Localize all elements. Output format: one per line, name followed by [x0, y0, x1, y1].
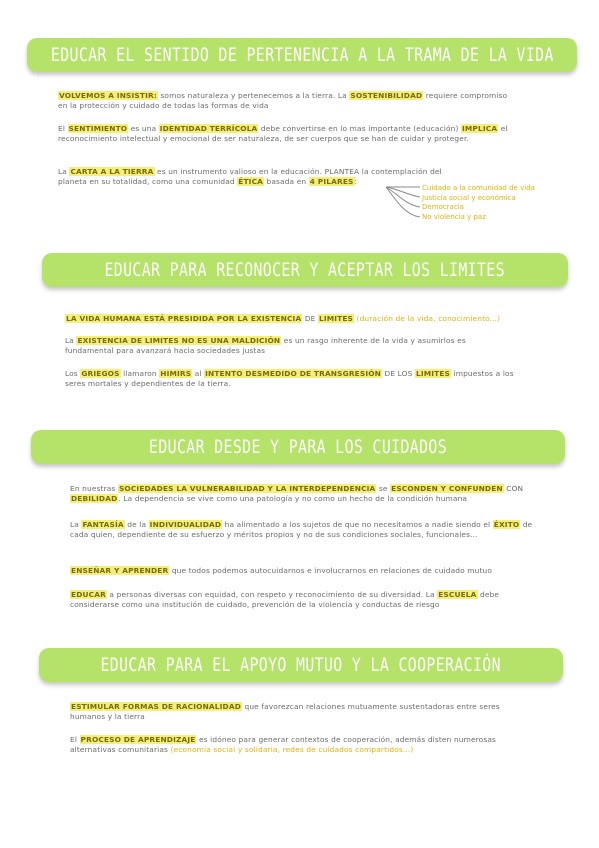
s1-p2-highlight-2: IDENTIDAD TERRÍCOLA — [159, 124, 258, 133]
s2-paragraph-3 — [65, 369, 535, 389]
s2-p1-highlight-2: LIMITES — [319, 314, 354, 323]
section-4-title: EDUCAR PARA EL APOYO MUTUO Y LA COOPERACIÓN — [100, 654, 502, 676]
s2-p3-highlight-3: INTENTO DESMEDIDO DE TRANSGRESIÓN — [205, 369, 382, 378]
s2-p1-text: DE — [302, 314, 318, 323]
s3-p1-text-3: . La dependencia se vive como una patología y no como un hecho de la condición humana — [118, 494, 468, 504]
section-4-banner — [39, 648, 563, 682]
s3-p2-pre: La — [70, 520, 82, 529]
s2-p2-text: es un rasgo inherente de la vida y asumirlos es fundamental para avanzará hacia sociedades justas — [65, 336, 466, 356]
s2-p3-text-4: impuestos a los seres mortales y dependientes de la tierra. — [65, 369, 514, 389]
pillar-item: No violencia y paz — [422, 212, 486, 221]
section-2-banner — [42, 253, 568, 287]
s3-p4-text: a personas diversas con equidad, con respeto y reconocimiento de su diversidad. La — [106, 590, 438, 599]
s2-p3-highlight-4: LIMITES — [416, 369, 451, 378]
s2-paragraph-1 — [65, 314, 535, 324]
s2-paragraph-2 — [65, 336, 515, 356]
s3-p2-text-2: ha alimentado a los sujetos de que no necesitamos a nadie siendo el — [222, 520, 493, 529]
s3-paragraph-2 — [70, 520, 540, 540]
s1-p1-text-2: requiere compromiso en la protección y cuidado de todas las formas de vida — [58, 91, 508, 111]
s4-p2-pre: El — [70, 735, 80, 744]
s1-p3-highlight-3: 4 PILARES — [309, 177, 354, 187]
s3-p2-text: de la — [124, 520, 149, 529]
s1-p2-highlight-3: IMPLICA — [462, 124, 498, 133]
s1-p1-text: somos naturaleza y pertenecemos a la tierra. La — [157, 91, 350, 100]
section-1-title: EDUCAR EL SENTIDO DE PERTENENCIA A LA TRAMA DE LA VIDA — [50, 44, 554, 66]
s1-p3-text-3: : — [354, 177, 358, 187]
s3-p1-highlight: SOCIEDADES LA VULNERABILIDAD Y LA INTERDEPENDENCIA — [118, 484, 376, 493]
s3-paragraph-3 — [70, 566, 546, 576]
s1-p1-highlight-2: SOSTENIBILIDAD — [350, 91, 423, 100]
pillar-item: Democracia — [422, 203, 464, 212]
pillars-list — [422, 184, 535, 222]
s4-paragraph-1 — [70, 702, 536, 722]
s1-paragraph-2 — [58, 124, 516, 144]
pillar-item: Cuidado a la comunidad de vida — [422, 184, 535, 192]
s1-p3-highlight-2: ÉTICA — [238, 177, 264, 187]
s1-p1-highlight: VOLVEMOS A INSISTIR: — [59, 91, 157, 100]
s3-p1-highlight-3: DEBILIDAD — [71, 494, 118, 504]
s1-p3-text-2: basada en — [264, 177, 309, 187]
s1-p2-text: es una — [128, 124, 159, 133]
section-3-banner — [31, 430, 565, 464]
section-2-title: EDUCAR PARA RECONOCER Y ACEPTAR LOS LIMITES — [104, 259, 506, 281]
s1-p2-highlight: SENTIMIENTO — [68, 124, 128, 133]
s2-p1-text-2: (duración de la vida, conocimiento...) — [354, 314, 501, 323]
s4-p2-text: es idóneo para generar contextos de cooperación, además disten numerosas alternativas comunitarias — [70, 735, 497, 755]
s2-p3-highlight-2: HIMIRS — [160, 369, 192, 378]
s4-p1-highlight: ESTIMULAR FORMAS DE RACIONALIDAD — [71, 702, 241, 711]
s1-p3-pre: La — [58, 167, 70, 176]
s2-p3-text-2: al — [192, 369, 205, 378]
s1-p3-highlight: CARTA A LA TIERRA — [70, 167, 154, 176]
s3-paragraph-4 — [70, 590, 546, 610]
section-3-title: EDUCAR DESDE Y PARA LOS CUIDADOS — [148, 436, 447, 458]
s3-paragraph-1 — [70, 484, 546, 504]
s3-p4-highlight: EDUCAR — [71, 590, 106, 599]
s4-p1-text: que favorezcan relaciones mutuamente sustentadoras entre seres humanos y la tierra — [70, 702, 500, 722]
s1-p3-text: es un instrumento valioso en la educación. PLANTEA la contemplación del planeta en su totalidad, como una comunidad — [58, 167, 442, 187]
s3-p3-highlight: ENSEÑAR Y APRENDER — [71, 566, 169, 575]
s1-p2-text-2: debe convertirse en lo mas importante (educación) — [258, 124, 462, 133]
s3-p4-highlight-2: ESCUELA — [438, 590, 477, 599]
s3-p2-highlight-3: ÉXITO — [493, 520, 520, 529]
s2-p3-pre: Los — [65, 369, 81, 378]
s3-p4-text-2: debe considerarse como una institución de cuidado, prevención de la violencia y conductas de riesgo — [70, 590, 500, 610]
s4-p2-text-2: (economía social y solidaria, redes de cuidados compartidos...) — [170, 745, 414, 755]
s3-p1-text: se — [376, 484, 391, 493]
s2-p3-highlight: GRIEGOS — [81, 369, 120, 378]
s2-p3-text-3: DE LOS — [382, 369, 415, 378]
s3-p2-highlight-2: INDIVIDUALIDAD — [149, 520, 222, 529]
pillars-bracket-arrows — [384, 183, 424, 225]
s2-p2-pre: La — [65, 336, 77, 345]
s2-p3-text: llamaron — [120, 369, 160, 378]
s1-p2-text-3: el reconocimiento intelectual y emocional de ser naturaleza, de ser cuerpos que se han de cuidar y proteger. — [58, 124, 508, 144]
s3-p1-text-2: CON — [503, 484, 524, 493]
s3-p2-text-3: de cada quien, dependiente de su esfuerzo y méritos propios y no de sus condiciones sociales, funcionales... — [70, 520, 533, 540]
s4-p2-highlight: PROCESO DE APRENDIZAJE — [80, 735, 196, 744]
s1-p2-pre: El — [58, 124, 68, 133]
s2-p2-highlight: EXISTENCIA DE LIMITES NO ES UNA MALDICIÓN — [77, 336, 281, 345]
s3-p1-pre: En nuestras — [70, 484, 118, 493]
s3-p3-text: que todos podemos autocuidarnos e involucrarnos en relaciones de cuidado mutuo — [169, 566, 493, 575]
pillar-item: Justicia social y económica — [422, 193, 516, 202]
s3-p1-highlight-2: ESCONDEN Y CONFUNDEN — [391, 484, 503, 493]
s3-p2-highlight: FANTASÍA — [82, 520, 124, 529]
s1-paragraph-1 — [58, 91, 516, 111]
s2-p1-highlight: LA VIDA HUMANA ESTÁ PRESIDIDA POR LA EXISTENCIA — [66, 314, 302, 323]
s4-paragraph-2 — [70, 735, 536, 755]
section-1-banner — [27, 38, 577, 72]
